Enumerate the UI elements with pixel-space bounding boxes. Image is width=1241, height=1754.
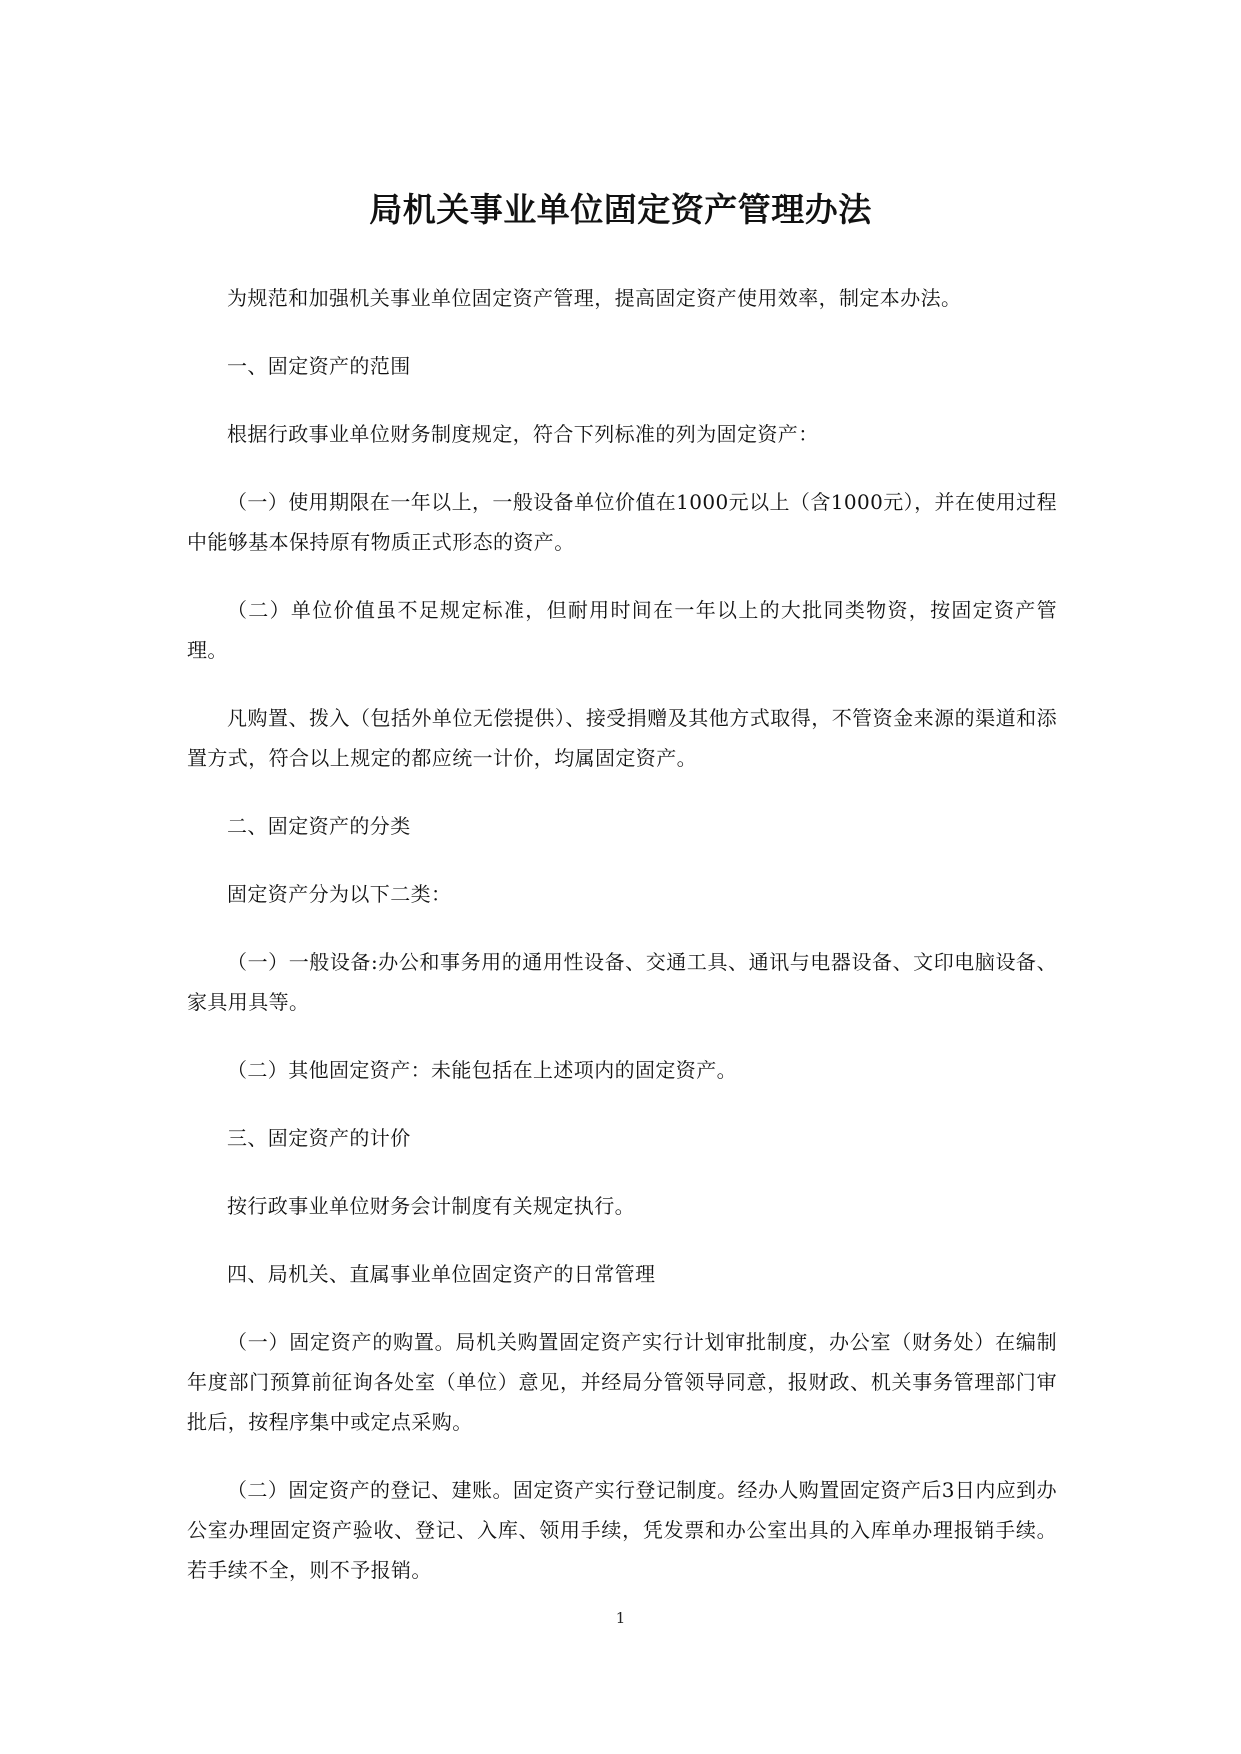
section-heading-valuation: 三、固定资产的计价: [227, 1126, 411, 1150]
paragraph-management-item-1: （一）固定资产的购置。局机关购置固定资产实行计划审批制度，办公室（财务处）在编制年度部门预算前征询各处室（单位）意见，并经局分管领导同意，报财政、机关事务管理部门审批后，按程序集中或定点采购。: [187, 1330, 1057, 1434]
document-body: [187, 278, 1057, 1618]
section-heading-classification: 二、固定资产的分类: [227, 814, 411, 838]
paragraph-classification-intro: 固定资产分为以下二类：: [227, 882, 452, 906]
paragraph-intro: 为规范和加强机关事业单位固定资产管理，提高固定资产使用效率，制定本办法。: [227, 286, 962, 310]
paragraph-scope-item-2: （二）单位价值虽不足规定标准，但耐用时间在一年以上的大批同类物资，按固定资产管理。: [187, 598, 1057, 662]
document-title: 局机关事业单位固定资产管理办法: [369, 190, 872, 229]
section-heading-daily-management: 四、局机关、直属事业单位固定资产的日常管理: [227, 1262, 656, 1286]
paragraph-valuation: 按行政事业单位财务会计制度有关规定执行。: [227, 1194, 635, 1218]
section-heading-scope: 一、固定资产的范围: [227, 354, 411, 378]
page-number: 1: [615, 1609, 626, 1627]
paragraph-management-item-2: （二）固定资产的登记、建账。固定资产实行登记制度。经办人购置固定资产后3日内应到办公室办理固定资产验收、登记、入库、领用手续，凭发票和办公室出具的入库单办理报销手续。若手续不全，则不予报销。: [187, 1478, 1057, 1582]
paragraph-scope-item-1: （一）使用期限在一年以上，一般设备单位价值在1000元以上（含1000元），并在使用过程中能够基本保持原有物质正式形态的资产。: [187, 490, 1057, 554]
paragraph-classification-item-1: （一）一般设备:办公和事务用的通用性设备、交通工具、通讯与电器设备、文印电脑设备、家具用具等。: [187, 950, 1057, 1014]
paragraph-scope-summary: 凡购置、拨入（包括外单位无偿提供）、接受捐赠及其他方式取得，不管资金来源的渠道和添置方式，符合以上规定的都应统一计价，均属固定资产。: [187, 706, 1057, 770]
paragraph-scope-intro: 根据行政事业单位财务制度规定，符合下列标准的列为固定资产：: [227, 422, 819, 446]
paragraph-classification-item-2: （二）其他固定资产：未能包括在上述项内的固定资产。: [227, 1058, 737, 1082]
